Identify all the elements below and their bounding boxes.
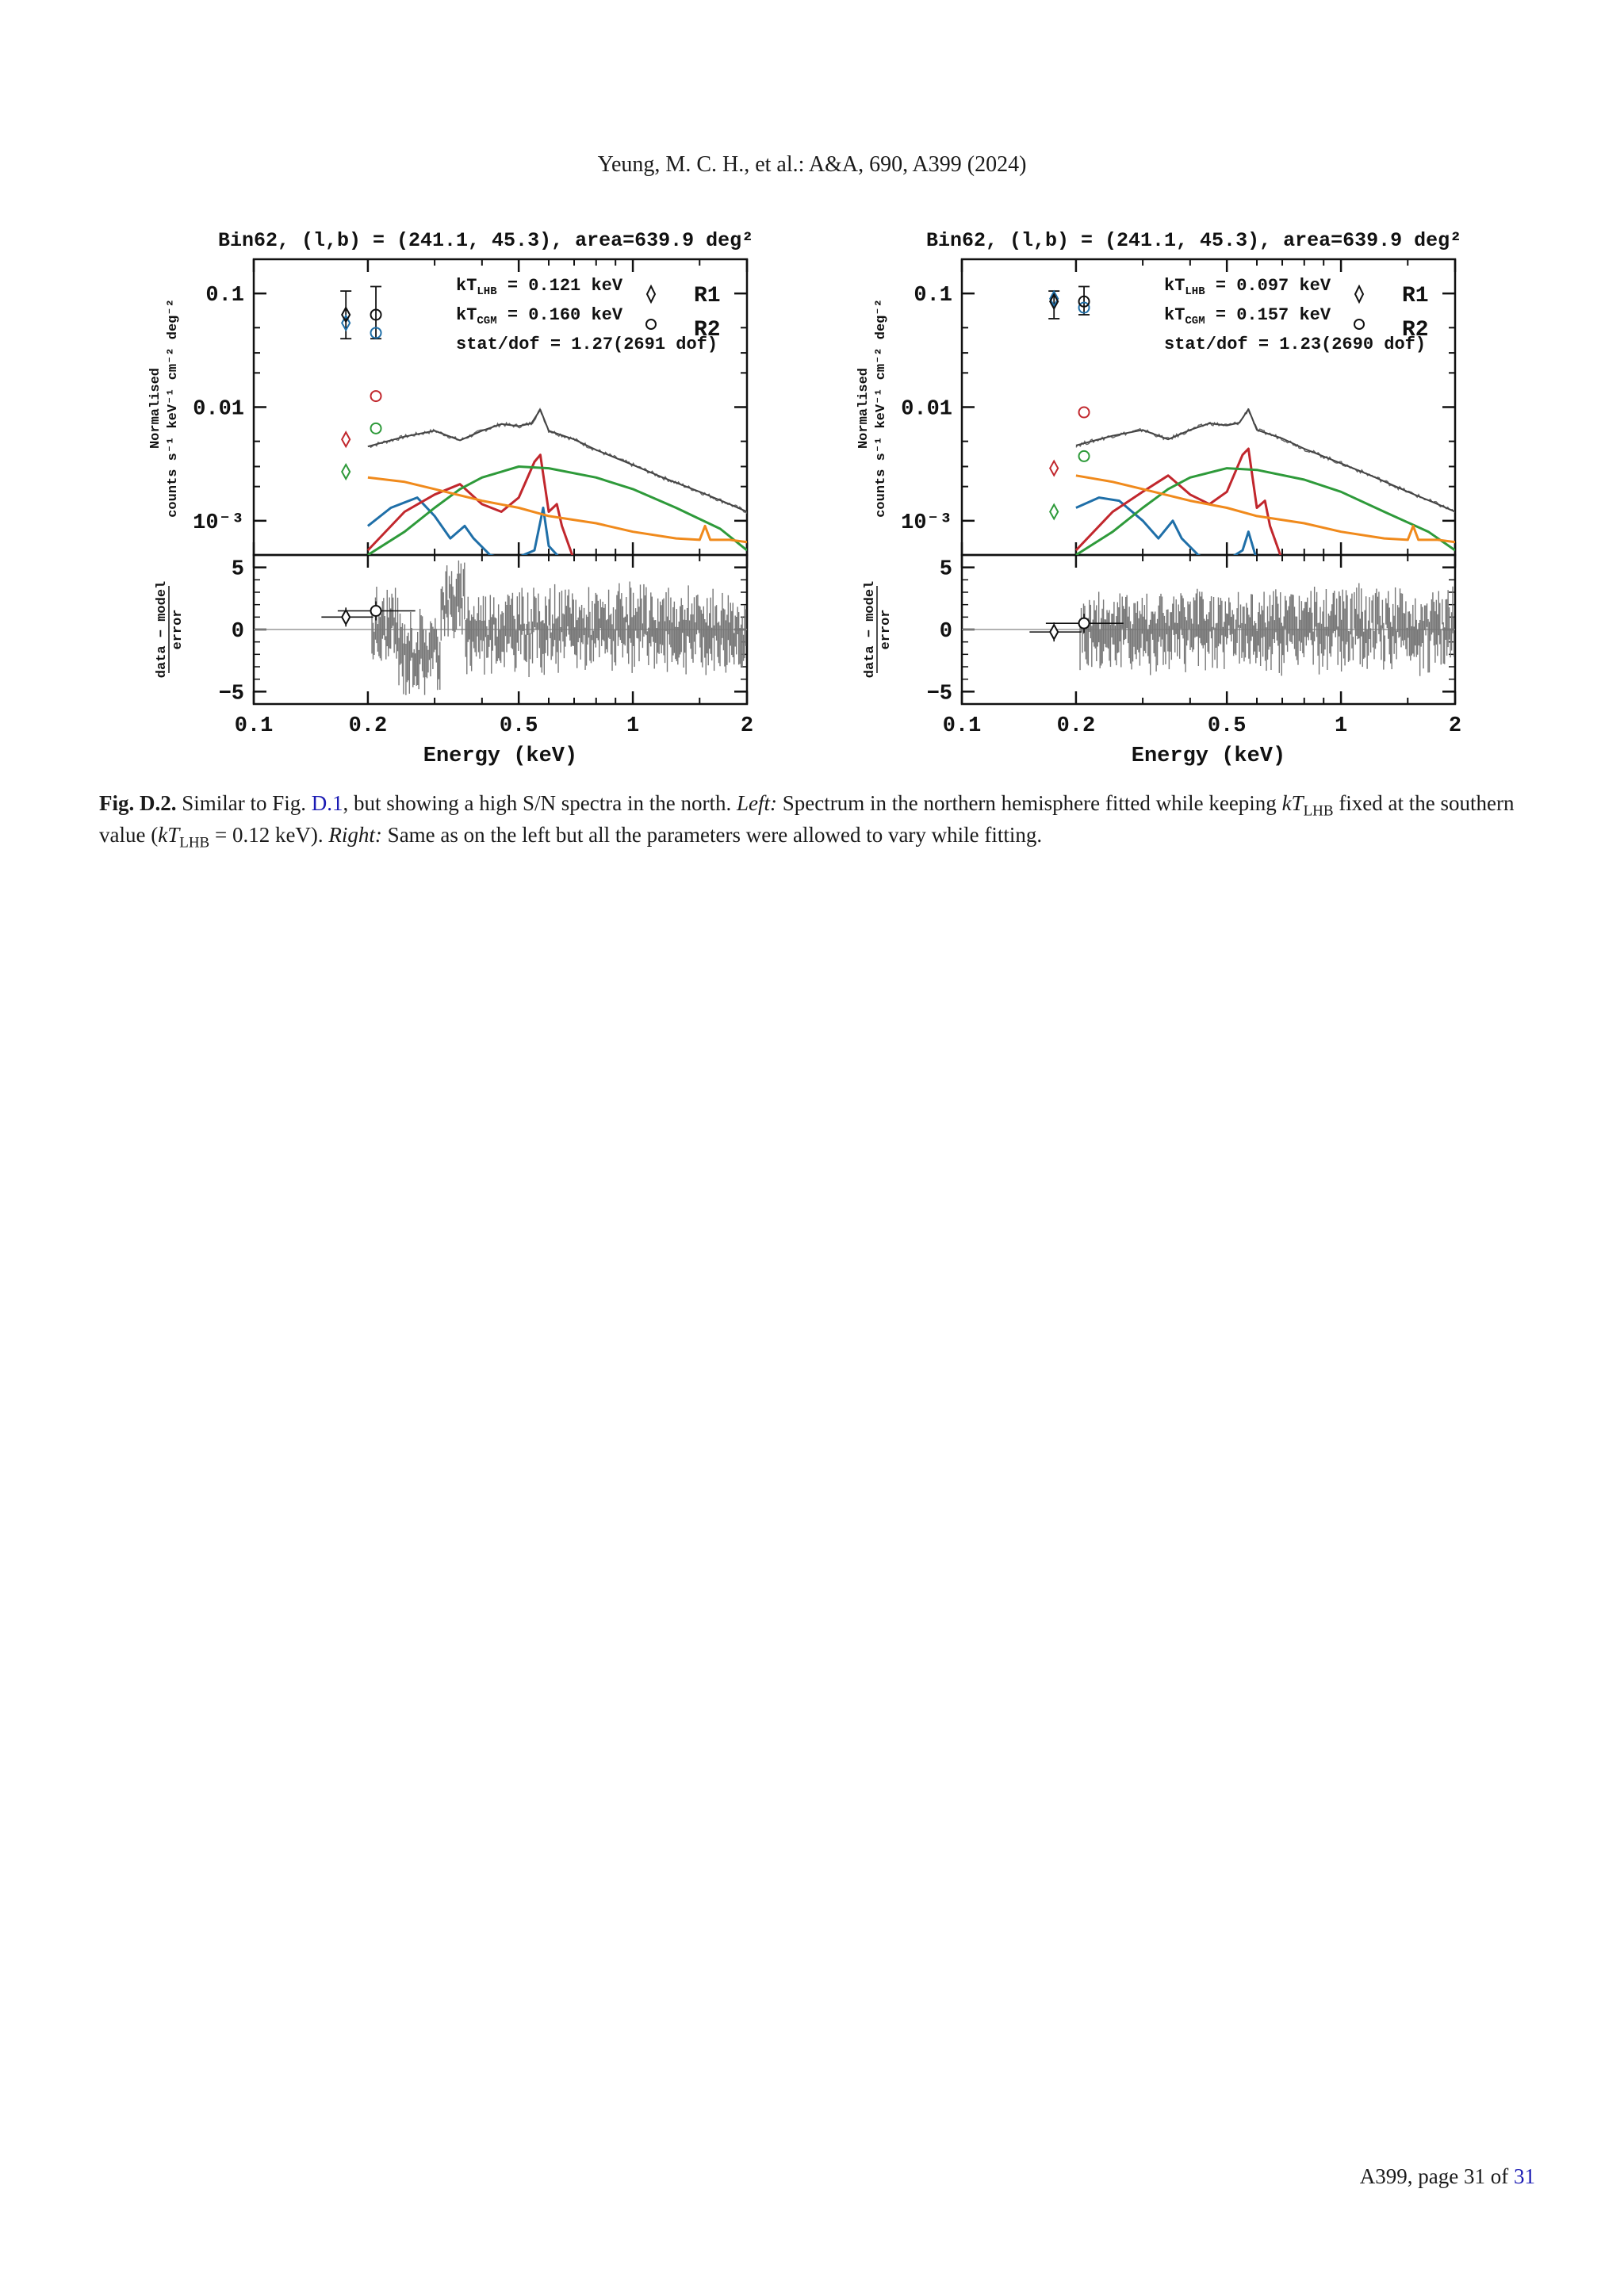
- rosat-cgm-marker: [371, 423, 381, 434]
- fit-annotation-kt-cgm: [456, 305, 623, 327]
- x-axis-label: Energy (keV): [423, 744, 578, 768]
- y-axis-label-line: Normalised: [148, 367, 163, 450]
- fit-annotation-stat: stat/dof = 1.27(2691 dof): [456, 335, 718, 354]
- residuals: [962, 584, 1455, 676]
- fit-annotation-kt-lhb: [456, 276, 623, 298]
- residual-label-denominator: error: [170, 609, 186, 650]
- y-tick-label: 0.1: [914, 284, 952, 308]
- x-tick-label: 0.2: [1056, 714, 1096, 738]
- figure-panel-left: [135, 214, 833, 769]
- residual-label-denominator: error: [879, 609, 894, 650]
- y-tick-label: 0.01: [193, 397, 244, 422]
- x-tick-label: 0.5: [1207, 714, 1247, 738]
- x-tick-label: 0.2: [348, 714, 388, 738]
- rosat-residual-r2: [371, 606, 381, 616]
- rosat-swcx-marker: [342, 432, 350, 446]
- rosat-swcx-marker: [1050, 461, 1058, 476]
- x-tick-label: 0.1: [942, 714, 982, 738]
- chart-title: Bin62, (l,b) = (241.1, 45.3), area=639.9 deg²: [926, 229, 1462, 252]
- y-axis-label-line: Normalised: [856, 367, 871, 450]
- annotation-kt-subscript: LHB: [477, 285, 497, 298]
- caption-kt-symbol: kT: [158, 822, 180, 847]
- annotation-kt: kT: [456, 305, 477, 325]
- rosat-residual-r2: [1079, 618, 1090, 629]
- x-tick-label: 0.1: [234, 714, 274, 738]
- fit-annotation-kt-cgm: [1164, 305, 1331, 327]
- residual-axis-label: [863, 581, 894, 678]
- x-tick-label: 0.5: [499, 714, 538, 738]
- annotation-kt: kT: [1164, 305, 1185, 325]
- fit-annotation-kt-lhb: [1164, 276, 1331, 298]
- caption-right-label: Right:: [328, 822, 382, 847]
- model-curve-total-model: [1076, 409, 1455, 512]
- fit-annotation-stat: stat/dof = 1.23(2690 dof): [1164, 335, 1427, 354]
- caption-text: = 0.12 keV).: [209, 822, 329, 847]
- y-tick-label: 0.01: [901, 397, 952, 422]
- caption-left-label: Left:: [736, 791, 777, 815]
- data-spectrum: [368, 409, 747, 514]
- caption-text: fixed at the southern value (: [99, 791, 1515, 847]
- y-tick-label: 10⁻³: [193, 511, 244, 535]
- model-curves: [368, 409, 747, 561]
- y-axis-label-line: counts s⁻¹ keV⁻¹ cm⁻² deg⁻²: [874, 299, 889, 518]
- figure-panel-right: [843, 214, 1541, 769]
- y-axis-label: [856, 299, 889, 518]
- y-tick-label: 10⁻³: [901, 511, 952, 535]
- legend-r2-marker: [646, 320, 656, 329]
- rosat-cgm-marker: [342, 465, 350, 479]
- model-curve-lhb: [368, 498, 562, 561]
- residual-tick-label: 0: [231, 620, 244, 644]
- caption-figure-link[interactable]: D.1: [311, 791, 343, 815]
- model-curve-total-model: [368, 410, 747, 512]
- annotation-kt-subscript: CGM: [477, 315, 497, 327]
- annotation-kt-subscript: LHB: [1185, 285, 1205, 298]
- residual-tick-label: −5: [218, 682, 244, 706]
- residual-label-numerator: data − model: [863, 580, 878, 679]
- annotation-kt-value: = 0.160 keV: [496, 305, 623, 325]
- page-total-link[interactable]: 31: [1514, 2164, 1535, 2188]
- caption-label: Fig. D.2.: [99, 791, 177, 815]
- annotation-kt: kT: [456, 276, 477, 296]
- model-curve-lhb: [1076, 498, 1257, 561]
- caption-kt-symbol: kT: [1281, 791, 1304, 815]
- rosat-cgm-marker: [1050, 504, 1058, 519]
- caption-kt-subscript: LHB: [1303, 802, 1334, 820]
- residual-tick-label: −5: [926, 682, 952, 706]
- caption-text: Same as on the left but all the parameters were allowed to vary while fitting.: [381, 822, 1043, 847]
- running-header: Yeung, M. C. H., et al.: A&A, 690, A399 (2024): [597, 152, 1027, 177]
- caption-text: , but showing a high S/N spectra in the north.: [343, 791, 737, 815]
- legend-r1-marker: [647, 286, 655, 302]
- spectrum-chart: [843, 214, 1541, 769]
- y-axis-label: [148, 299, 181, 518]
- x-tick-label: 2: [1448, 714, 1462, 738]
- model-curves: [1076, 409, 1455, 561]
- legend-r1-label: R1: [1402, 284, 1429, 308]
- figure-caption: [99, 790, 1534, 852]
- residuals: [254, 561, 747, 695]
- legend-r1-label: R1: [694, 284, 721, 308]
- residual-axis-label: [155, 581, 186, 678]
- rosat-residual-r1: [1050, 625, 1058, 639]
- chart-title: Bin62, (l,b) = (241.1, 45.3), area=639.9 deg²: [218, 229, 754, 252]
- annotation-kt: kT: [1164, 276, 1185, 296]
- legend-r2-label: R2: [694, 318, 721, 342]
- annotation-kt-subscript: CGM: [1185, 315, 1205, 327]
- residual-tick-label: 0: [939, 620, 952, 644]
- annotation-kt-value: = 0.121 keV: [496, 276, 623, 296]
- rosat-cgm-marker: [1079, 451, 1090, 461]
- legend-r2-marker: [1354, 320, 1364, 329]
- y-tick-label: 0.1: [205, 284, 244, 308]
- x-axis-label: Energy (keV): [1131, 744, 1286, 768]
- rosat-residual-r1: [342, 610, 350, 624]
- spectrum-chart: [135, 214, 833, 769]
- legend-r2-label: R2: [1402, 318, 1429, 342]
- residual-tick-label: 5: [231, 557, 244, 582]
- rosat-swcx-marker: [371, 391, 381, 401]
- caption-text: Spectrum in the northern hemisphere fitted while keeping: [776, 791, 1282, 815]
- caption-text: Similar to Fig.: [176, 791, 312, 815]
- x-tick-label: 1: [626, 714, 640, 738]
- caption-kt-subscript: LHB: [179, 833, 210, 851]
- rosat-swcx-marker: [1079, 408, 1090, 418]
- x-tick-label: 2: [740, 714, 754, 738]
- data-spectrum: [1076, 409, 1455, 511]
- legend-r1-marker: [1355, 286, 1363, 302]
- annotation-kt-value: = 0.157 keV: [1205, 305, 1331, 325]
- annotation-kt-value: = 0.097 keV: [1205, 276, 1331, 296]
- residual-label-numerator: data − model: [155, 580, 170, 679]
- page-footer: [1360, 2164, 1535, 2189]
- x-tick-label: 1: [1334, 714, 1348, 738]
- page-number-prefix: A399, page 31 of: [1359, 2164, 1514, 2188]
- y-axis-label-line: counts s⁻¹ keV⁻¹ cm⁻² deg⁻²: [166, 299, 181, 518]
- residual-tick-label: 5: [939, 557, 952, 582]
